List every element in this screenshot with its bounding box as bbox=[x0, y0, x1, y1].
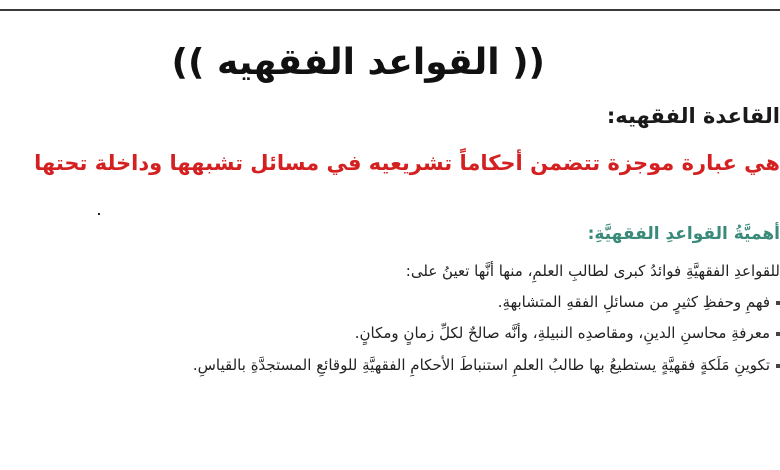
list-item-text: تكوينِ مَلَكةٍ فقهيَّةٍ يستطيعُ بها طالبُ العلمِ استنباطَ الأحكامِ الفقهيَّةِ للوقائعِ المستجدَّةِ بالقياسِ. bbox=[192, 356, 770, 374]
list-item-text: معرفةِ محاسنِ الدينِ، ومقاصدِه النبيلةِ، وأنَّه صالحٌ لكلِّ زمانٍ ومكانٍ. bbox=[354, 324, 770, 342]
list-item bbox=[193, 356, 780, 374]
definition-text: هي عبارة موجزة تتضمن أحكاماً تشريعيه في مسائل تشبهها وداخلة تحتها bbox=[34, 151, 780, 175]
list-item bbox=[355, 324, 780, 342]
top-border-line bbox=[0, 0, 780, 11]
intro-text: للقواعدِ الفقهيَّةِ فوائدُ كبرى لطالبِ العلمِ، منها أنَّها تعينُ على: bbox=[405, 262, 780, 280]
stray-dot bbox=[98, 213, 100, 215]
definition-heading: القاعدة الفقهيه: bbox=[606, 104, 780, 128]
bullet-icon bbox=[776, 364, 780, 368]
list-item-text: فهمِ وحفظِ كثيرٍ من مسائلِ الفقهِ المتشابهةِ. bbox=[497, 293, 770, 311]
list-item bbox=[498, 293, 780, 311]
page-title: (( القواعد الفقهيه )) bbox=[171, 42, 545, 83]
bullet-icon bbox=[776, 332, 780, 336]
importance-heading: أهميَّةُ القواعدِ الفقهيَّةِ: bbox=[587, 224, 780, 244]
bullet-icon bbox=[776, 301, 780, 305]
